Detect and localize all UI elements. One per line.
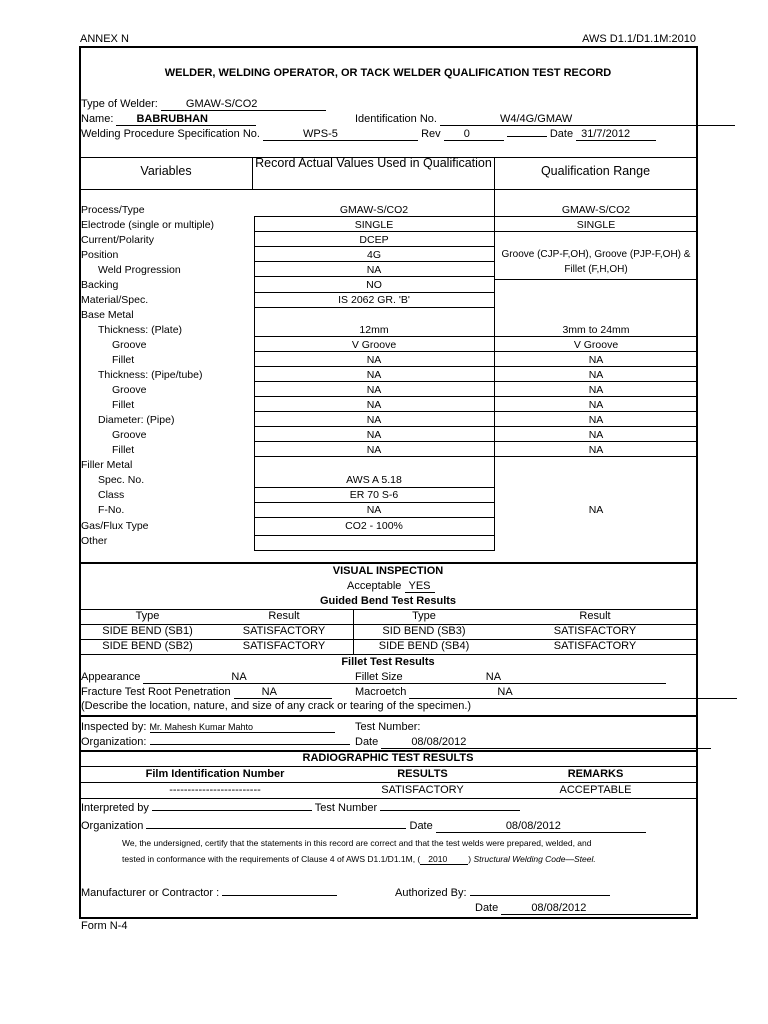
date-field[interactable]: 31/7/2012 (576, 128, 656, 141)
insp-date-row (355, 736, 711, 749)
var-label: Electrode (single or multiple) (81, 219, 215, 231)
rec-value: NA (366, 504, 382, 516)
rec-value: SINGLE (354, 219, 394, 231)
bend-col-type: Type (135, 610, 160, 622)
rng-value: NA (588, 429, 604, 441)
col-variables: Variables (140, 164, 192, 178)
rng-value: NA (588, 414, 604, 426)
var-label: Gas/Flux Type (81, 520, 149, 532)
rng-value: NA (588, 354, 604, 366)
rec-value: NA (366, 444, 382, 456)
vars-header-bottom (79, 189, 698, 190)
var-label: Groove (112, 339, 147, 351)
var-label: Filler Metal (81, 459, 133, 471)
type-of-welder-label: Type of Welder: (81, 98, 158, 110)
bend-type: SID BEND (SB3) (382, 625, 466, 637)
var-label: Diameter: (Pipe) (98, 414, 175, 426)
rec-line (254, 246, 494, 247)
authorized-row (395, 887, 610, 899)
rec-value: 4G (366, 249, 381, 261)
var-label: Process/Type (81, 204, 145, 216)
var-label: Fillet (112, 354, 135, 366)
rec-value: AWS A 5.18 (346, 474, 402, 486)
rec-line (254, 502, 494, 503)
interp-test-number-label: Test Number (314, 802, 378, 814)
insp-date-field[interactable]: 08/08/2012 (381, 736, 711, 749)
bend-result: SATISFACTORY (553, 640, 637, 652)
rng-value: Groove (CJP-F,OH), Groove (PJP-F,OH) & (501, 249, 691, 260)
rec-line (254, 487, 494, 488)
bend-type: SIDE BEND (SB1) (102, 625, 193, 637)
rng-value: GMAW-S/CO2 (561, 204, 631, 216)
rng-line (494, 351, 697, 352)
rng-line (494, 336, 697, 337)
rec-line (254, 517, 494, 518)
rng-line (494, 381, 697, 382)
rec-line (254, 381, 494, 382)
rng-value: NA (588, 444, 604, 456)
rec-value: 12mm (359, 324, 389, 336)
signoff-date-row (475, 902, 691, 915)
radio-line (79, 782, 698, 783)
col-results: RESULTS (397, 768, 448, 780)
rng-line (494, 216, 697, 217)
fillet-title: Fillet Test Results (341, 656, 435, 668)
rec-line (254, 396, 494, 397)
org-label: Organization: (81, 736, 147, 748)
rec-value: GMAW-S/CO2 (339, 204, 409, 216)
insp-date-label: Date (355, 736, 379, 748)
frame-right (696, 46, 698, 918)
rec-line (254, 366, 494, 367)
wps-label: Welding Procedure Specification No. (81, 128, 260, 140)
cert-line2 (122, 854, 596, 865)
rec-line (254, 535, 494, 536)
rev-underline-extra (507, 136, 547, 137)
acceptable-field[interactable]: YES (405, 580, 435, 593)
rev-field[interactable]: 0 (444, 128, 504, 141)
wps-row (81, 128, 656, 141)
test-number-label: Test Number: (355, 721, 421, 733)
bend-result: SATISFACTORY (553, 625, 637, 637)
var-label: Thickness: (Pipe/tube) (98, 369, 203, 381)
identification-row (355, 113, 735, 126)
rng-line (494, 279, 697, 280)
var-label: Position (81, 249, 119, 261)
inspected-label: Inspected by: (81, 721, 147, 733)
rev-label: Rev (421, 128, 441, 140)
rec-value: NA (366, 354, 382, 366)
rng-line (494, 396, 697, 397)
manufacturer-field[interactable] (222, 895, 337, 896)
rec-line (254, 261, 494, 262)
rng-line (494, 456, 697, 457)
rec-col-right (494, 189, 495, 551)
interp-date-field[interactable]: 08/08/2012 (436, 820, 646, 833)
signoff-date-label: Date (475, 902, 499, 914)
fillet-size-row (355, 671, 666, 684)
visual-title: VISUAL INSPECTION (332, 565, 444, 577)
date-label: Date (549, 128, 574, 140)
frame-bottom (79, 917, 698, 919)
rng-value: NA (588, 369, 604, 381)
radio-line (79, 766, 698, 767)
remarks-value: ACCEPTABLE (559, 784, 632, 796)
bend-result: SATISFACTORY (242, 640, 326, 652)
name-label: Name: (81, 113, 114, 125)
rec-value: CO2 - 100% (345, 520, 403, 532)
org-field[interactable] (150, 744, 350, 745)
bend-title: Guided Bend Test Results (319, 595, 457, 607)
identification-label: Identification No. (355, 113, 437, 125)
authorized-field[interactable] (470, 895, 610, 896)
radio-title: RADIOGRAPHIC TEST RESULTS (302, 752, 474, 764)
fracture-row (81, 686, 332, 699)
appearance-label: Appearance (81, 671, 141, 683)
rec-value: NA (366, 429, 382, 441)
var-label: Current/Polarity (81, 234, 154, 246)
interp-org-row (81, 820, 646, 833)
authorized-label: Authorized By: (395, 887, 467, 899)
interp-date-label: Date (409, 820, 433, 832)
rec-line (254, 456, 494, 457)
inspected-row (81, 721, 335, 733)
bend-col-type: Type (412, 610, 436, 622)
name-row (81, 113, 256, 126)
col-record: Record Actual Values Used in Qualification (255, 156, 492, 170)
macroetch-field[interactable]: NA (409, 686, 737, 699)
rec-line (254, 411, 494, 412)
bend-result: SATISFACTORY (242, 625, 326, 637)
inspected-field[interactable]: Mr. Mahesh Kumar Mahto (150, 722, 335, 733)
rec-value: NA (366, 414, 382, 426)
interpreted-field[interactable] (152, 810, 312, 811)
bend-type: SIDE BEND (SB2) (102, 640, 193, 652)
rec-value: NA (366, 384, 382, 396)
rng-line (494, 441, 697, 442)
cert-italic: Structural Welding Code—Steel. (473, 854, 596, 864)
rec-line (254, 441, 494, 442)
col-range: Qualification Range (540, 164, 651, 178)
rec-line (254, 550, 494, 551)
name-field[interactable]: BABRUBHAN (116, 113, 256, 126)
rec-line (254, 307, 494, 308)
var-label: Other (81, 535, 108, 547)
cert-line2-a: tested in conformance with the requirements of Clause 4 of AWS D1.1/D1.1M, ( (122, 854, 421, 864)
rec-value: NA (366, 369, 382, 381)
rec-value: IS 2062 GR. 'B' (338, 294, 410, 306)
manufacturer-row (81, 887, 337, 899)
inspection-top (79, 715, 698, 717)
identification-field[interactable]: W4/4G/GMAW (440, 113, 735, 126)
bend-col-result: Result (579, 610, 611, 622)
col-remarks: REMARKS (567, 768, 624, 780)
fracture-label: Fracture Test Root Penetration (81, 686, 231, 698)
interpreted-row (81, 802, 520, 814)
rec-line (254, 292, 494, 293)
rec-line (254, 216, 494, 217)
describe-note: (Describe the location, nature, and size of any crack or tearing of the specimen.) (81, 700, 472, 712)
rec-line (254, 351, 494, 352)
rec-line (254, 426, 494, 427)
rec-value: NO (366, 279, 382, 291)
rec-col-left-other (254, 535, 255, 551)
rec-line (254, 231, 494, 232)
rec-line (254, 276, 494, 277)
bend-type: SIDE BEND (SB4) (378, 640, 470, 652)
var-label: Groove (112, 429, 147, 441)
macroetch-row (355, 686, 737, 699)
rec-value: NA (366, 399, 382, 411)
cert-year-field[interactable]: 2010 (420, 854, 468, 865)
var-label: F-No. (98, 504, 125, 516)
rng-line (494, 231, 697, 232)
rng-line (494, 366, 697, 367)
type-of-welder-field[interactable]: GMAW-S/CO2 (161, 98, 326, 111)
rec-value: ER 70 S-6 (349, 489, 399, 501)
rng-value: NA (588, 504, 604, 516)
rng-value: SINGLE (576, 219, 616, 231)
manufacturer-label: Manufacturer or Contractor : (81, 887, 220, 899)
film-value: ------------------------- (169, 784, 261, 796)
var-label: Groove (112, 384, 147, 396)
col-film: Film Identification Number (145, 768, 285, 780)
rec-value: NA (366, 264, 382, 276)
fillet-size-field[interactable]: NA (406, 671, 666, 684)
results-value: SATISFACTORY (381, 784, 464, 796)
form-number: Form N-4 (81, 920, 128, 932)
var-label: Fillet (112, 399, 135, 411)
interp-test-number-field[interactable] (380, 810, 520, 811)
frame-top (79, 46, 698, 48)
org-row (81, 736, 350, 748)
code-label: AWS D1.1/D1.1M:2010 (582, 33, 696, 45)
var-label: Spec. No. (98, 474, 145, 486)
rng-value: V Groove (573, 339, 619, 351)
signoff-date-field[interactable]: 08/08/2012 (501, 902, 691, 915)
rng-line (494, 411, 697, 412)
type-of-welder-row (81, 98, 326, 111)
var-label: Base Metal (81, 309, 134, 321)
interp-org-label: Organization (81, 820, 144, 832)
interpreted-label: Interpreted by (81, 802, 149, 814)
form-title: WELDER, WELDING OPERATOR, OR TACK WELDER QUALIFICATION TEST RECORD (164, 67, 612, 79)
rng-value: 3mm to 24mm (562, 324, 630, 336)
appearance-field[interactable]: NA (143, 671, 416, 684)
bend-line (79, 654, 698, 655)
var-label: Backing (81, 279, 119, 291)
fracture-field[interactable]: NA (234, 686, 332, 699)
var-label: Class (98, 489, 125, 501)
macroetch-label: Macroetch (355, 686, 407, 698)
var-label: Material/Spec. (81, 294, 149, 306)
acceptable-row (347, 580, 435, 593)
var-label: Thickness: (Plate) (98, 324, 183, 336)
rec-line (254, 336, 494, 337)
visual-top (79, 562, 698, 564)
annex-label: ANNEX N (80, 33, 129, 45)
interp-org-field[interactable] (146, 828, 406, 829)
rng-line (494, 426, 697, 427)
cert-line2-b: ) (468, 854, 472, 864)
radio-line (79, 798, 698, 799)
acceptable-label: Acceptable (347, 580, 402, 592)
rec-value: DCEP (359, 234, 389, 246)
rng-value: Fillet (F,H,OH) (564, 264, 628, 275)
rng-value: NA (588, 399, 604, 411)
bend-col-result: Result (268, 610, 300, 622)
var-label: Fillet (112, 444, 135, 456)
var-label: Weld Progression (98, 264, 181, 276)
rng-value: NA (588, 384, 604, 396)
cert-line1: We, the undersigned, certify that the statements in this record are correct and that the test welds were prepared, welded, and (122, 838, 592, 848)
fillet-size-label: Fillet Size (355, 671, 403, 683)
rec-value: V Groove (351, 339, 397, 351)
wps-field[interactable]: WPS-5 (263, 128, 418, 141)
